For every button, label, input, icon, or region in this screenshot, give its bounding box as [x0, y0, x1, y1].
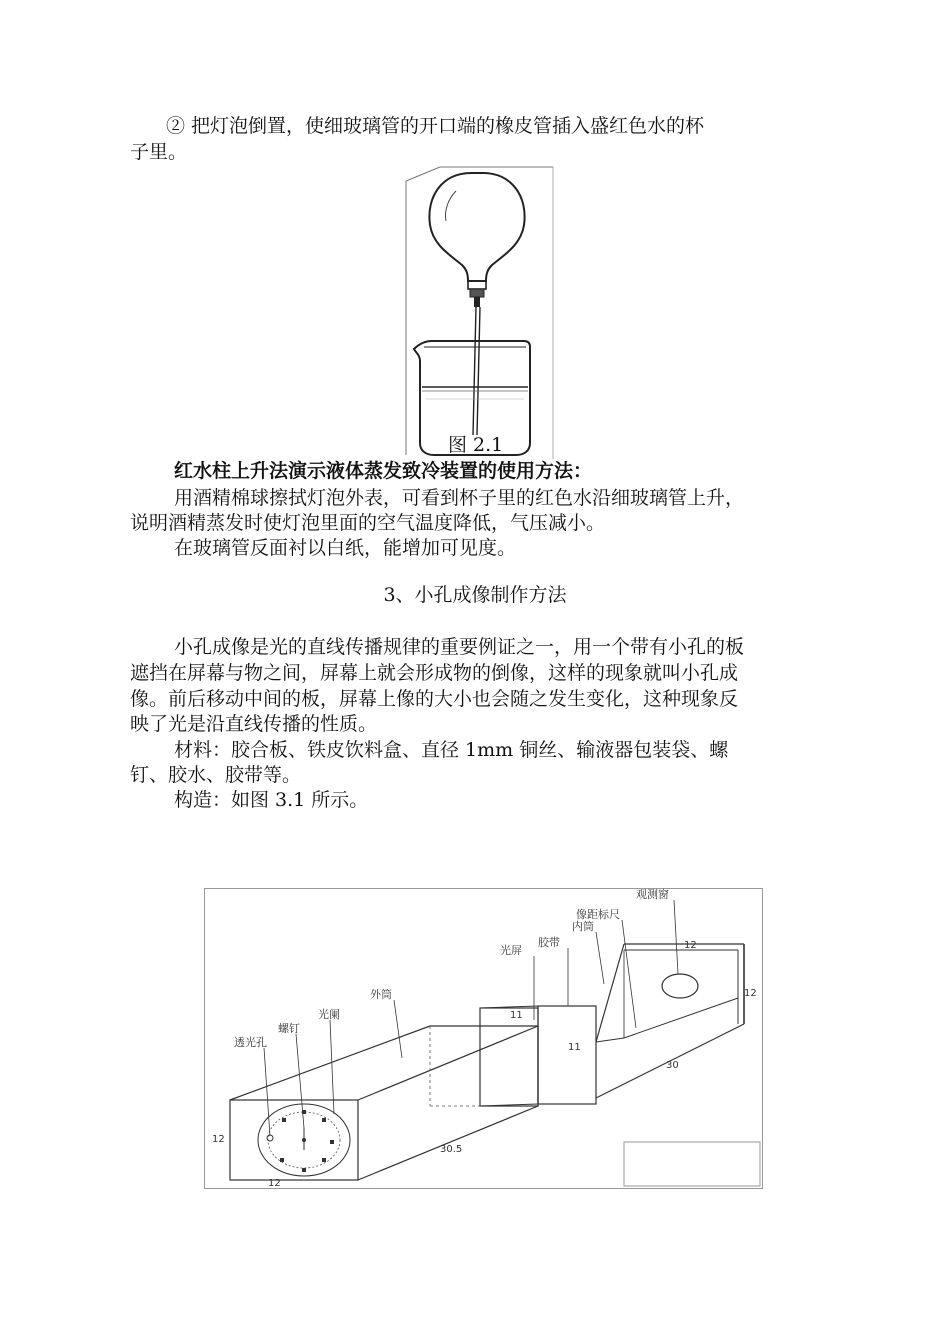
dim-30-5: 30.5 [440, 1144, 463, 1155]
method-heading: 红水柱上升法演示液体蒸发致冷装置的使用方法： [174, 460, 593, 482]
label-tape: 胶带 [538, 936, 560, 949]
step2-line2: 子里。 [130, 141, 188, 163]
label-hole: 透光孔 [234, 1036, 267, 1049]
section3-materials-line2: 钉、胶水、胶带等。 [130, 764, 302, 786]
dim-12-bottom: 12 [268, 1178, 281, 1189]
method-p2: 在玻璃管反面衬以白纸，能增加可见度。 [174, 537, 517, 559]
label-inner-tube: 内筒 [572, 920, 594, 933]
label-aperture: 光阑 [318, 1008, 340, 1021]
dim-12-right: 12 [744, 988, 757, 999]
figure-2-1-bulb-beaker [404, 165, 554, 460]
dim-12-left: 12 [212, 1134, 225, 1145]
dim-11-top: 11 [510, 1010, 523, 1021]
section3-intro-line3: 像。前后移动中间的板，屏幕上像的大小也会随之发生变化，这种现象反 [130, 688, 739, 710]
label-screw: 螺钉 [278, 1022, 300, 1035]
label-window: 观测窗 [636, 888, 669, 901]
section3-intro-line4: 映了光是沿直线传播的性质。 [130, 713, 378, 735]
dim-11-side: 11 [568, 1042, 581, 1053]
figure-3-1-pinhole-camera [204, 888, 764, 1190]
figure-2-1-caption: 图 2.1 [448, 434, 504, 456]
label-scale: 像距标尺 [576, 908, 620, 921]
section3-intro-line2: 遮挡在屏幕与物之间，屏幕上就会形成物的倒像，这样的现象就叫小孔成 [130, 662, 739, 684]
label-screen: 光屏 [500, 944, 522, 957]
section3-materials-line1: 材料：胶合板、铁皮饮料盒、直径 1mm 铜丝、输液器包装袋、螺 [174, 739, 729, 761]
section3-structure: 构造：如图 3.1 所示。 [174, 789, 369, 811]
step2-line1: ② 把灯泡倒置，使细玻璃管的开口端的橡皮管插入盛红色水的杯 [166, 115, 705, 137]
dim-30: 30 [666, 1060, 679, 1071]
section3-title: 3、小孔成像制作方法 [383, 584, 567, 606]
dim-12-top: 12 [684, 940, 697, 951]
method-p1-line1: 用酒精棉球擦拭灯泡外表，可看到杯子里的红色水沿细玻璃管上升， [174, 487, 745, 509]
label-outer-tube: 外筒 [370, 988, 392, 1001]
section3-intro-line1: 小孔成像是光的直线传播规律的重要例证之一，用一个带有小孔的板 [174, 636, 745, 658]
method-p1-line2: 说明酒精蒸发时使灯泡里面的空气温度降低，气压减小。 [130, 512, 606, 534]
